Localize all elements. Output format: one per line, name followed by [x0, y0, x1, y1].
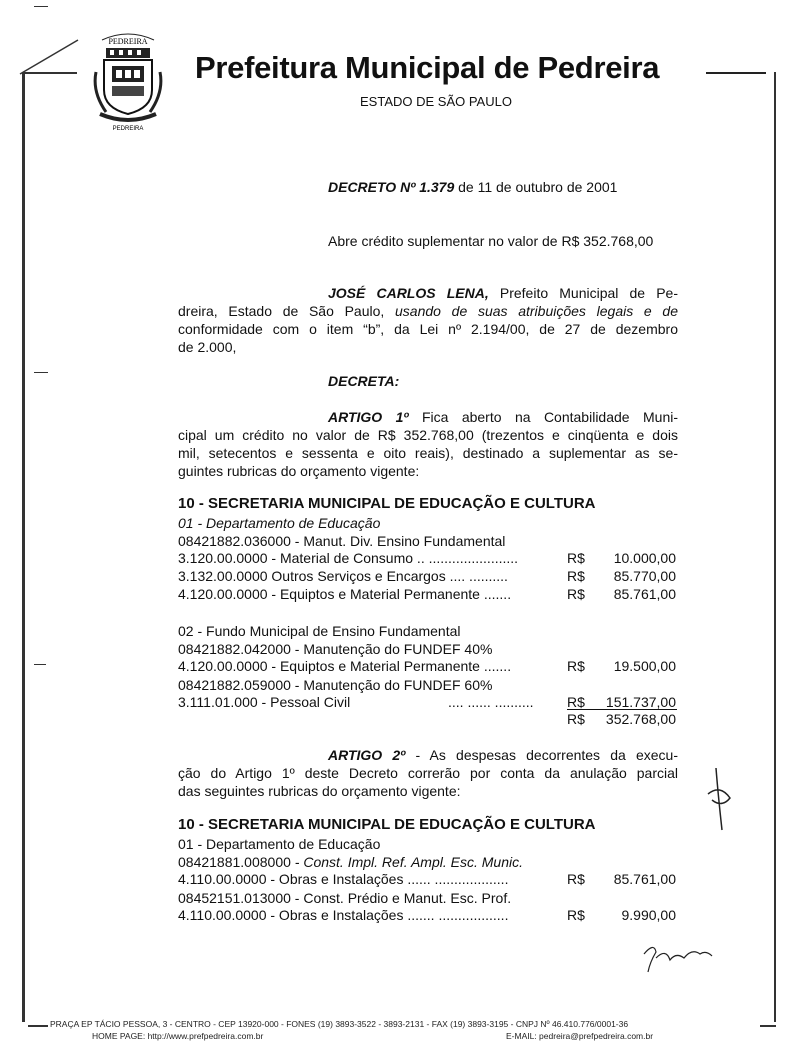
- mayor-name: JOSÉ CARLOS LENA,: [328, 285, 489, 301]
- section2-prog2: 08452151.013000 - Const. Prédio e Manut. Esc. Prof.: [178, 890, 512, 906]
- border-bottom-left: [28, 1025, 48, 1027]
- scan-mark: [34, 6, 48, 7]
- seal-bottom-text: PEDREIRA: [112, 126, 144, 132]
- budget-row: [178, 550, 678, 568]
- section1-prog1: 08421882.036000 - Manut. Div. Ensino Fundamental: [178, 533, 506, 549]
- program-code: 08421881.008000: [178, 854, 291, 870]
- row-currency: R$: [567, 907, 585, 923]
- footer-email: E-MAIL: pedreira@prefpedreira.com.br: [506, 1031, 654, 1041]
- row-value: 151.737,00: [605, 694, 676, 710]
- border-right-line: [774, 72, 776, 1022]
- total-currency: R$: [567, 711, 585, 727]
- scan-mark: [34, 664, 46, 665]
- budget-row: [178, 586, 678, 604]
- handwritten-mark-icon: [700, 764, 740, 834]
- section1-dept1: 01 - Departamento de Educação: [178, 515, 381, 531]
- row-currency: R$: [567, 550, 585, 566]
- artigo1-line-3: mil, setecentos e sessenta e oito reais), destinado a suplementar as se-: [178, 445, 678, 461]
- preamble-line-4: de 2.000,: [178, 339, 237, 355]
- row-value: 9.990,00: [621, 907, 676, 923]
- decree-summary: Abre crédito suplementar no valor de R$ 352.768,00: [328, 233, 654, 249]
- title-rule: [706, 72, 766, 74]
- page-subtitle: ESTADO DE SÃO PAULO: [360, 94, 512, 109]
- section1-heading: 10 - SECRETARIA MUNICIPAL DE EDUCAÇÃO E CULTURA: [178, 495, 596, 512]
- total-row: [178, 711, 678, 729]
- municipal-seal-icon: [92, 32, 164, 132]
- program-desc: - Const. Impl. Ref. Ampl. Esc. Munic.: [294, 854, 524, 870]
- artigo1-line-4: guintes rubricas do orçamento vigente:: [178, 463, 420, 479]
- row-desc: 3.132.00.0000 Outros Serviços e Encargos .... ..........: [178, 568, 508, 584]
- row-value: 10.000,00: [613, 550, 676, 566]
- section2-heading: 10 - SECRETARIA MUNICIPAL DE EDUCAÇÃO E CULTURA: [178, 816, 596, 833]
- row-currency: R$: [567, 658, 585, 674]
- section1-prog3: 08421882.059000 - Manutenção do FUNDEF 60%: [178, 677, 493, 693]
- footer-homepage: HOME PAGE: http://www.prefpedreira.com.br: [92, 1031, 264, 1041]
- preamble-text: Prefeito Municipal de Pe-: [499, 285, 679, 301]
- decreta-label: DECRETA:: [328, 373, 400, 389]
- decree-heading: [328, 178, 617, 196]
- budget-row: [178, 871, 678, 889]
- row-desc: 4.110.00.0000 - Obras e Instalações ....... ..................: [178, 907, 509, 923]
- section1-dept2: 02 - Fundo Municipal de Ensino Fundamental: [178, 623, 461, 639]
- artigo1-text: Fica aberto na Contabilidade Muni-: [421, 409, 679, 425]
- budget-row: [178, 907, 678, 925]
- row-desc: 4.120.00.0000 - Equiptos e Material Permanente .......: [178, 658, 512, 674]
- scan-mark: [34, 372, 48, 373]
- artigo2-line-1: [328, 746, 678, 764]
- row-desc: 4.120.00.0000 - Equiptos e Material Permanente .......: [178, 586, 512, 602]
- row-currency: R$: [567, 568, 585, 584]
- budget-row: [178, 658, 678, 676]
- row-currency: R$: [567, 586, 585, 602]
- row-desc: 3.120.00.0000 - Material de Consumo .. .......................: [178, 550, 519, 566]
- artigo2-text: - As despesas decorrentes da execu-: [415, 747, 679, 763]
- preamble-line-1: [328, 284, 678, 302]
- preamble-text: usando de suas atribuições legais e de: [395, 303, 678, 319]
- artigo2-line-3: das seguintes rubricas do orçamento vigente:: [178, 783, 461, 799]
- row-value: 19.500,00: [613, 658, 676, 674]
- preamble-line-3: conformidade com o item “b”, da Lei nº 2.194/00, de 27 de dezembro: [178, 321, 678, 337]
- decree-date: de 11 de outubro de 2001: [458, 179, 618, 195]
- preamble-text: dreira, Estado de São Paulo,: [178, 303, 385, 319]
- decree-number: DECRETO Nº 1.379: [328, 179, 455, 195]
- section1-prog2: 08421882.042000 - Manutenção do FUNDEF 40%: [178, 641, 493, 657]
- row-desc: 4.110.00.0000 - Obras e Instalações ...... ...................: [178, 871, 509, 887]
- artigo1-line-1: [328, 408, 678, 426]
- subtotal-rule: [567, 709, 677, 710]
- row-value: 85.761,00: [613, 871, 676, 887]
- section2-dept1: 01 - Departamento de Educação: [178, 836, 381, 852]
- total-value: 352.768,00: [605, 711, 676, 727]
- page-title: Prefeitura Municipal de Pedreira: [195, 50, 660, 85]
- border-top-left: [20, 40, 80, 42]
- preamble-line-2: [178, 302, 678, 320]
- signature-initials-icon: [640, 938, 720, 978]
- artigo1-label: ARTIGO 1º: [328, 409, 409, 425]
- border-bottom-right: [760, 1025, 776, 1027]
- seal-text: PEDREIRA: [108, 37, 148, 46]
- row-desc: 3.111.01.000 - Pessoal Civil: [178, 694, 351, 710]
- border-left-top: [22, 72, 77, 74]
- row-currency: R$: [567, 694, 585, 710]
- row-value: 85.761,00: [613, 586, 676, 602]
- row-value: 85.770,00: [613, 568, 676, 584]
- budget-row: [178, 568, 678, 586]
- border-left-line: [22, 72, 25, 1022]
- artigo2-line-2: ção do Artigo 1º deste Decreto correrão por conta da anulação parcial: [178, 765, 678, 781]
- footer-address: PRAÇA EP TÁCIO PESSOA, 3 - CENTRO - CEP 13920-000 - FONES (19) 3893-3522 - 3893-2131 - FAX (19) 3893-3195 - CNPJ Nº 46.410.776/0001-36: [50, 1019, 629, 1029]
- section2-prog1: [178, 853, 523, 871]
- artigo2-label: ARTIGO 2º: [328, 747, 406, 763]
- artigo1-line-2: cipal um crédito no valor de R$ 352.768,00 (trezentos e cinqüenta e dois: [178, 427, 678, 443]
- row-currency: R$: [567, 871, 585, 887]
- row-leader: .... ...... ..........: [448, 694, 534, 710]
